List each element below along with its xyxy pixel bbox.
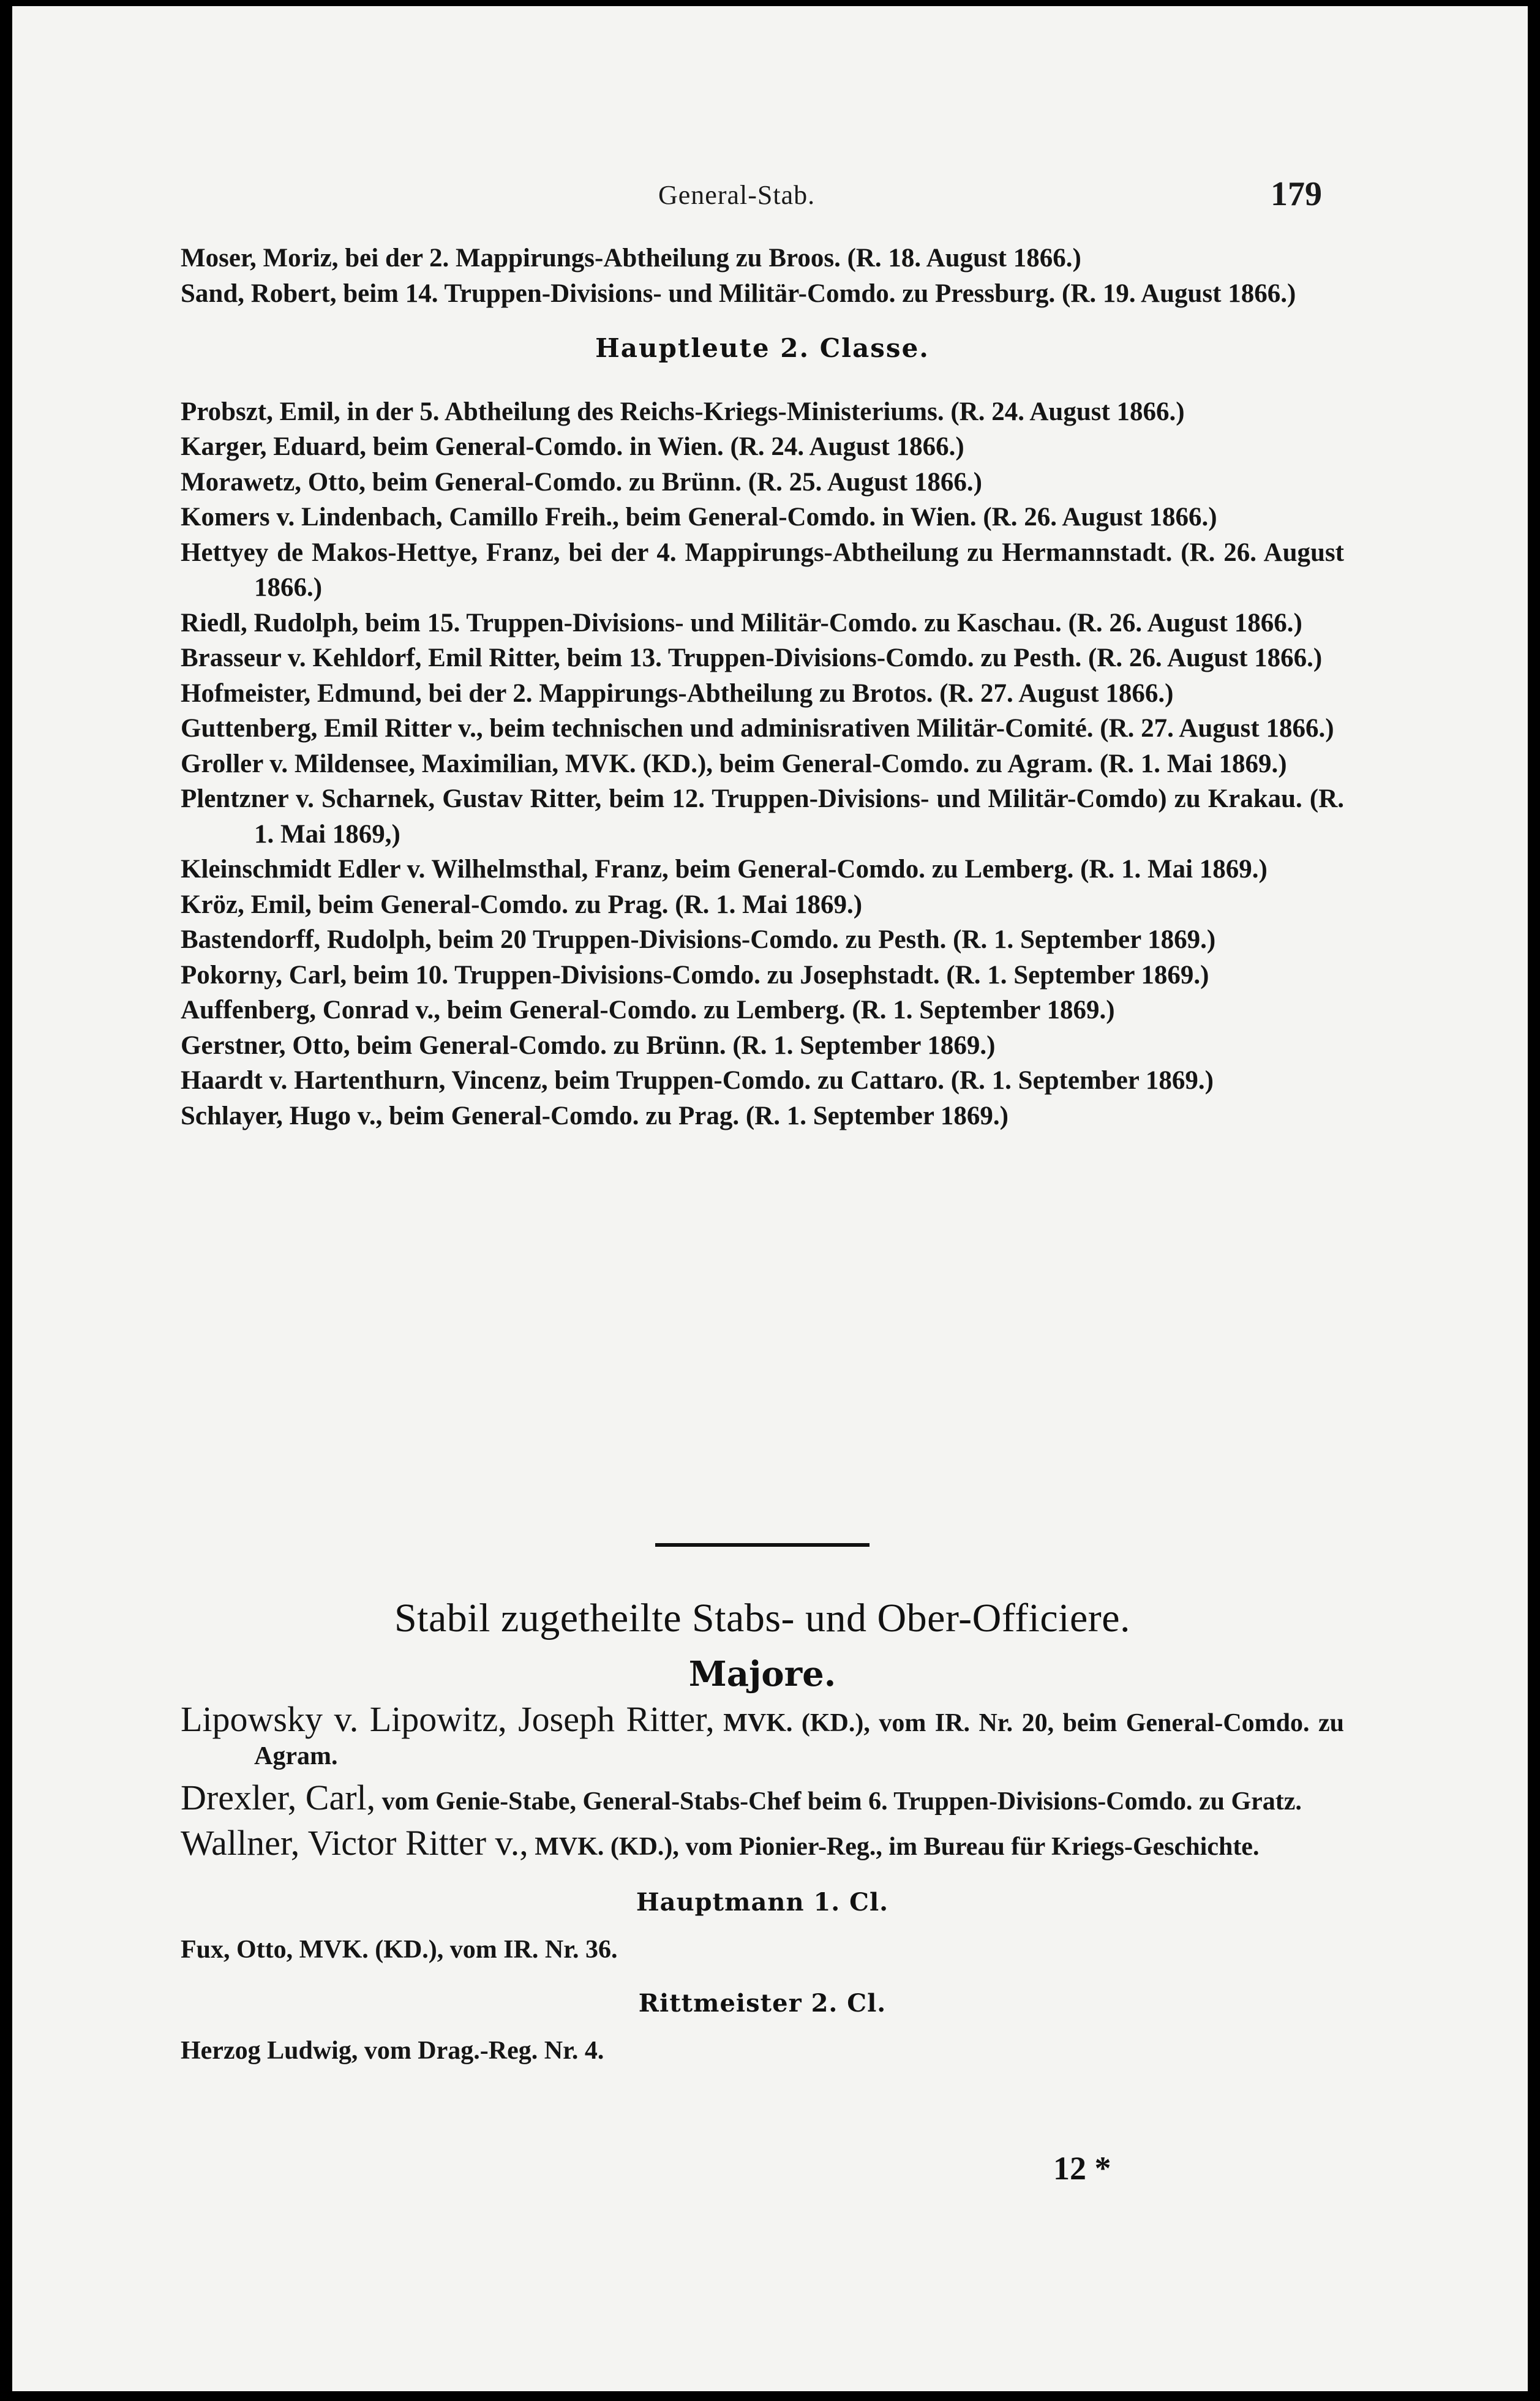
list-entry: Morawetz, Otto, beim General-Comdo. zu Brünn. (R. 25. August 1866.) <box>181 467 983 497</box>
section-title: Stabil zugetheilte Stabs- und Ober-Officiere. <box>394 1596 1131 1640</box>
list-entry: Groller v. Mildensee, Maximilian, MVK. (KD.), beim General-Comdo. zu Agram. (R. 1. Mai 1869.) <box>181 749 1287 778</box>
entry-name: Wallner, Victor Ritter v., <box>181 1823 528 1863</box>
entry-details: MVK. (KD.), vom Pionier-Reg., im Bureau für Kriegs-Geschichte. <box>528 1833 1260 1861</box>
list-entry: Sand, Robert, beim 14. Truppen-Divisions- und Militär-Comdo. zu Pressburg. (R. 19. August 1866.) <box>181 279 1296 308</box>
list-entry: Pokorny, Carl, beim 10. Truppen-Divisions-Comdo. zu Josephstadt. (R. 1. September 1869.) <box>181 960 1209 990</box>
section-heading-majore: Majore. <box>688 1654 836 1694</box>
list-entry: Fux, Otto, MVK. (KD.), vom IR. Nr. 36. <box>181 1936 618 1964</box>
list-entry: Hofmeister, Edmund, bei der 2. Mappirungs-Abtheilung zu Brotos. (R. 27. August 1866.) <box>181 678 1174 708</box>
list-entry: Herzog Ludwig, vom Drag.-Reg. Nr. 4. <box>181 2037 604 2065</box>
list-entry: Schlayer, Hugo v., beim General-Comdo. zu Prag. (R. 1. September 1869.) <box>181 1101 1009 1130</box>
list-entry: Komers v. Lindenbach, Camillo Freih., beim General-Comdo. in Wien. (R. 26. August 1866.) <box>181 503 1217 532</box>
section-heading-hauptmann: Hauptmann 1. Cl. <box>636 1888 889 1917</box>
attached-officers-list <box>181 1595 1344 2065</box>
list-entry: Plentzner v. Scharnek, Gustav Ritter, beim 12. Truppen-Divisions- und Militär-Comdo) zu Krakau. (R. 1. Mai 1869,) <box>181 784 1344 849</box>
list-entry: Kleinschmidt Edler v. Wilhelmsthal, Franz, beim General-Comdo. zu Lemberg. (R. 1. Mai 1869.) <box>181 855 1268 884</box>
entry-name: Drexler, Carl, <box>181 1778 376 1817</box>
list-entry <box>181 1823 1344 1863</box>
section-heading-rittmeister: Rittmeister 2. Cl. <box>638 1989 887 2018</box>
list-entry <box>181 1778 1344 1818</box>
list-entry: Hettyey de Makos-Hettye, Franz, bei der 4. Mappirungs-Abtheilung zu Hermannstadt. (R. 26. August 1866.) <box>181 538 1344 602</box>
list-entry: Guttenberg, Emil Ritter v., beim technischen und adminisrativen Militär-Comité. (R. 27. August 1866.) <box>181 714 1334 743</box>
entry-name: Lipowsky v. Lipowitz, Joseph Ritter, <box>181 1699 715 1739</box>
list-entry: Gerstner, Otto, beim General-Comdo. zu Brünn. (R. 1. September 1869.) <box>181 1031 996 1060</box>
general-staff-list <box>181 241 1344 1133</box>
list-entry: Karger, Eduard, beim General-Comdo. in Wien. (R. 24. August 1866.) <box>181 432 964 461</box>
list-entry: Kröz, Emil, beim General-Comdo. zu Prag. (R. 1. Mai 1869.) <box>181 890 863 919</box>
entry-details: vom Genie-Stabe, General-Stabs-Chef beim 6. Truppen-Divisions-Comdo. zu Gratz. <box>375 1787 1302 1816</box>
list-entry: Moser, Moriz, bei der 2. Mappirungs-Abtheilung zu Broos. (R. 18. August 1866.) <box>181 244 1081 272</box>
list-entry: Riedl, Rudolph, beim 15. Truppen-Divisions- und Militär-Comdo. zu Kaschau. (R. 26. August 1866.) <box>181 608 1302 637</box>
section-divider <box>655 1543 870 1547</box>
list-entry <box>181 1699 1344 1773</box>
section-heading-hauptleute: Hauptleute 2. Classe. <box>595 333 930 363</box>
list-entry: Probszt, Emil, in der 5. Abtheilung des Reichs-Kriegs-Ministeriums. (R. 24. August 1866.) <box>181 397 1185 426</box>
list-entry: Auffenberg, Conrad v., beim General-Comdo. zu Lemberg. (R. 1. September 1869.) <box>181 996 1115 1024</box>
entry-details: MVK. (KD.), vom IR. Nr. 20, beim General-Comdo. zu Agram. <box>254 1709 1344 1770</box>
page <box>12 6 1528 2391</box>
running-header-title: General-Stab. <box>658 180 816 210</box>
list-entry: Haardt v. Hartenthurn, Vincenz, beim Truppen-Comdo. zu Cattaro. (R. 1. September 1869.) <box>181 1066 1214 1095</box>
signature-mark: 12 * <box>1053 2150 1111 2187</box>
page-number: 179 <box>1271 175 1322 213</box>
list-entry: Bastendorff, Rudolph, beim 20 Truppen-Divisions-Comdo. zu Pesth. (R. 1. September 1869.) <box>181 925 1216 954</box>
list-entry: Brasseur v. Kehldorf, Emil Ritter, beim 13. Truppen-Divisions-Comdo. zu Pesth. (R. 26. August 1866.) <box>181 644 1323 672</box>
